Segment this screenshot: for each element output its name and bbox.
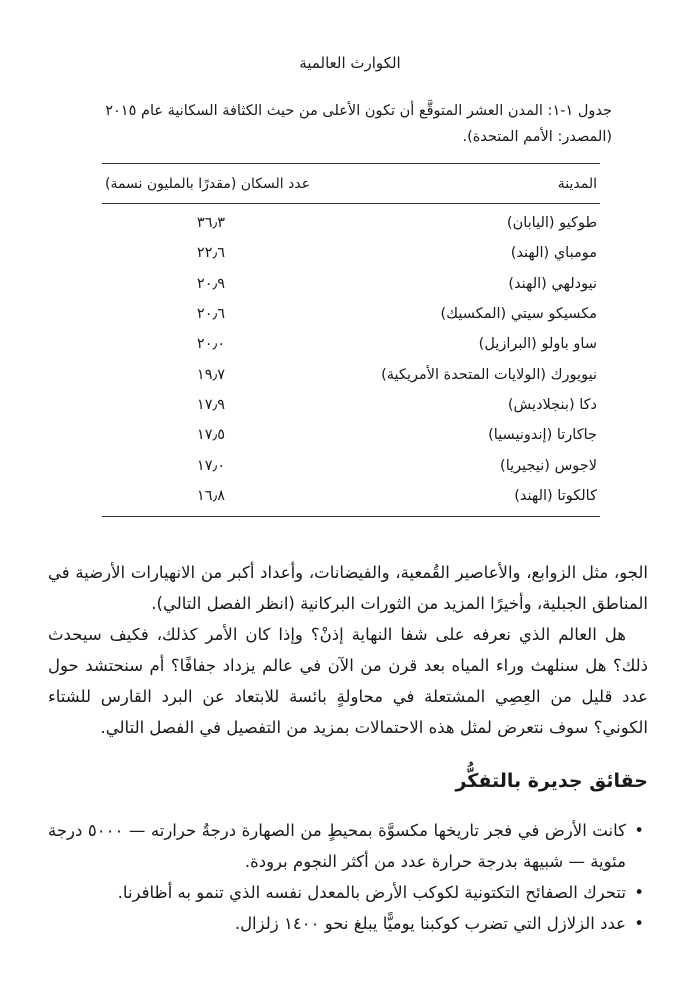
body-text [48,557,648,743]
population-cell: ٢٢٫٦ [196,245,225,262]
city-cell: كالكوتا (الهند) [514,487,597,504]
population-table [102,163,600,517]
list-item [48,877,648,908]
paragraph: هل العالم الذي نعرفه على شفا النهاية إذنْ؟ وإذا كان الأمر كذلك، فكيف سيحدث ذلك؟ هل سنلهث وراء المياه بعد قرن من الآن في عالم يزداد جفافًا؟ أم سنحتشد حول عدد قليل من العِصِي المشتعلة في محاولةٍ بائسة للابتعاد عن البرد القارس للشتاء الكوني؟ سوف نتعرض لمثل هذه الاحتمالات بمزيد من التفصيل في الفصل التالي. [48,625,648,737]
city-cell: نيودلهي (الهند) [508,275,597,292]
city-cell: جاكارتا (إندونيسيا) [488,427,597,444]
bullet-icon: • [634,914,644,933]
population-cell: ١٦٫٨ [196,487,225,504]
table-row [102,329,600,359]
city-cell: لاجوس (نيجيريا) [500,457,597,474]
list-item-text: تتحرك الصفائح التكتونية لكوكب الأرض بالمعدل نفسه الذي تنمو به أظافرنا. [117,883,626,902]
population-cell: ٢٠٫٦ [196,306,225,323]
table-caption: جدول ١-١: المدن العشر المتوقَّع أن تكون الأعلى من حيث الكثافة السكانية عام ٢٠١٥ (المصدر: الأمم المتحدة). [105,103,612,145]
list-item [48,908,648,939]
table-row [102,359,600,389]
population-cell: ١٧٫٩ [196,396,225,413]
table-body [102,204,600,516]
section-title: حقائق جديرة بالتفكُّر [455,770,648,792]
bullet-icon: • [634,883,644,902]
population-cell: ١٧٫٥ [196,427,225,444]
table-row [102,238,600,268]
table-row [102,208,600,238]
city-cell: مومباي (الهند) [510,245,597,262]
city-cell: مكسيكو سيتي (المكسيك) [440,306,597,323]
table-bottom-rule [102,516,600,517]
list-item [48,815,648,877]
header-city: المدينة [557,175,597,192]
city-cell: نيويورك (الولايات المتحدة الأمريكية) [381,366,597,383]
paragraph: الجو، مثل الزوابع، والأعاصير القُمعية، والفيضانات، وأعداد أكبر من الانهيارات الأرضية في المناطق الجبلية، وأخيرًا المزيد من الثورات البركانية (انظر الفصل التالي). [48,563,648,613]
population-cell: ٢٠٫٩ [196,275,225,292]
population-cell: ١٩٫٧ [196,366,225,383]
table-row [102,390,600,420]
facts-list [48,815,648,939]
table-row [102,481,600,511]
table-row [102,450,600,480]
running-head: الكوارث العالمية [299,54,401,72]
population-cell: ٢٠٫٠ [196,336,225,353]
bullet-icon: • [634,821,644,840]
city-cell: دكا (بنجلاديش) [507,396,597,413]
list-item-text: عدد الزلازل التي تضرب كوكبنا يوميًّا يبلغ نحو ١٤٠٠ زلزال. [234,914,626,933]
list-item-text: كانت الأرض في فجر تاريخها مكسوَّة بمحيطٍ من الصهارة درجةُ حرارته — ٥٠٠٠ درجة مئوية — شبيهة بدرجة حرارة عدد من أكثر النجوم برودة. [48,821,626,871]
city-cell: طوكيو (اليابان) [506,215,597,232]
table-header-row [102,164,600,203]
population-cell: ١٧٫٠ [196,457,225,474]
table-row [102,420,600,450]
population-cell: ٣٦٫٣ [196,215,225,232]
header-population: عدد السكان (مقدرًا بالمليون نسمة) [105,175,311,192]
city-cell: ساو باولو (البرازيل) [478,336,597,353]
table-row [102,299,600,329]
table-row [102,269,600,299]
